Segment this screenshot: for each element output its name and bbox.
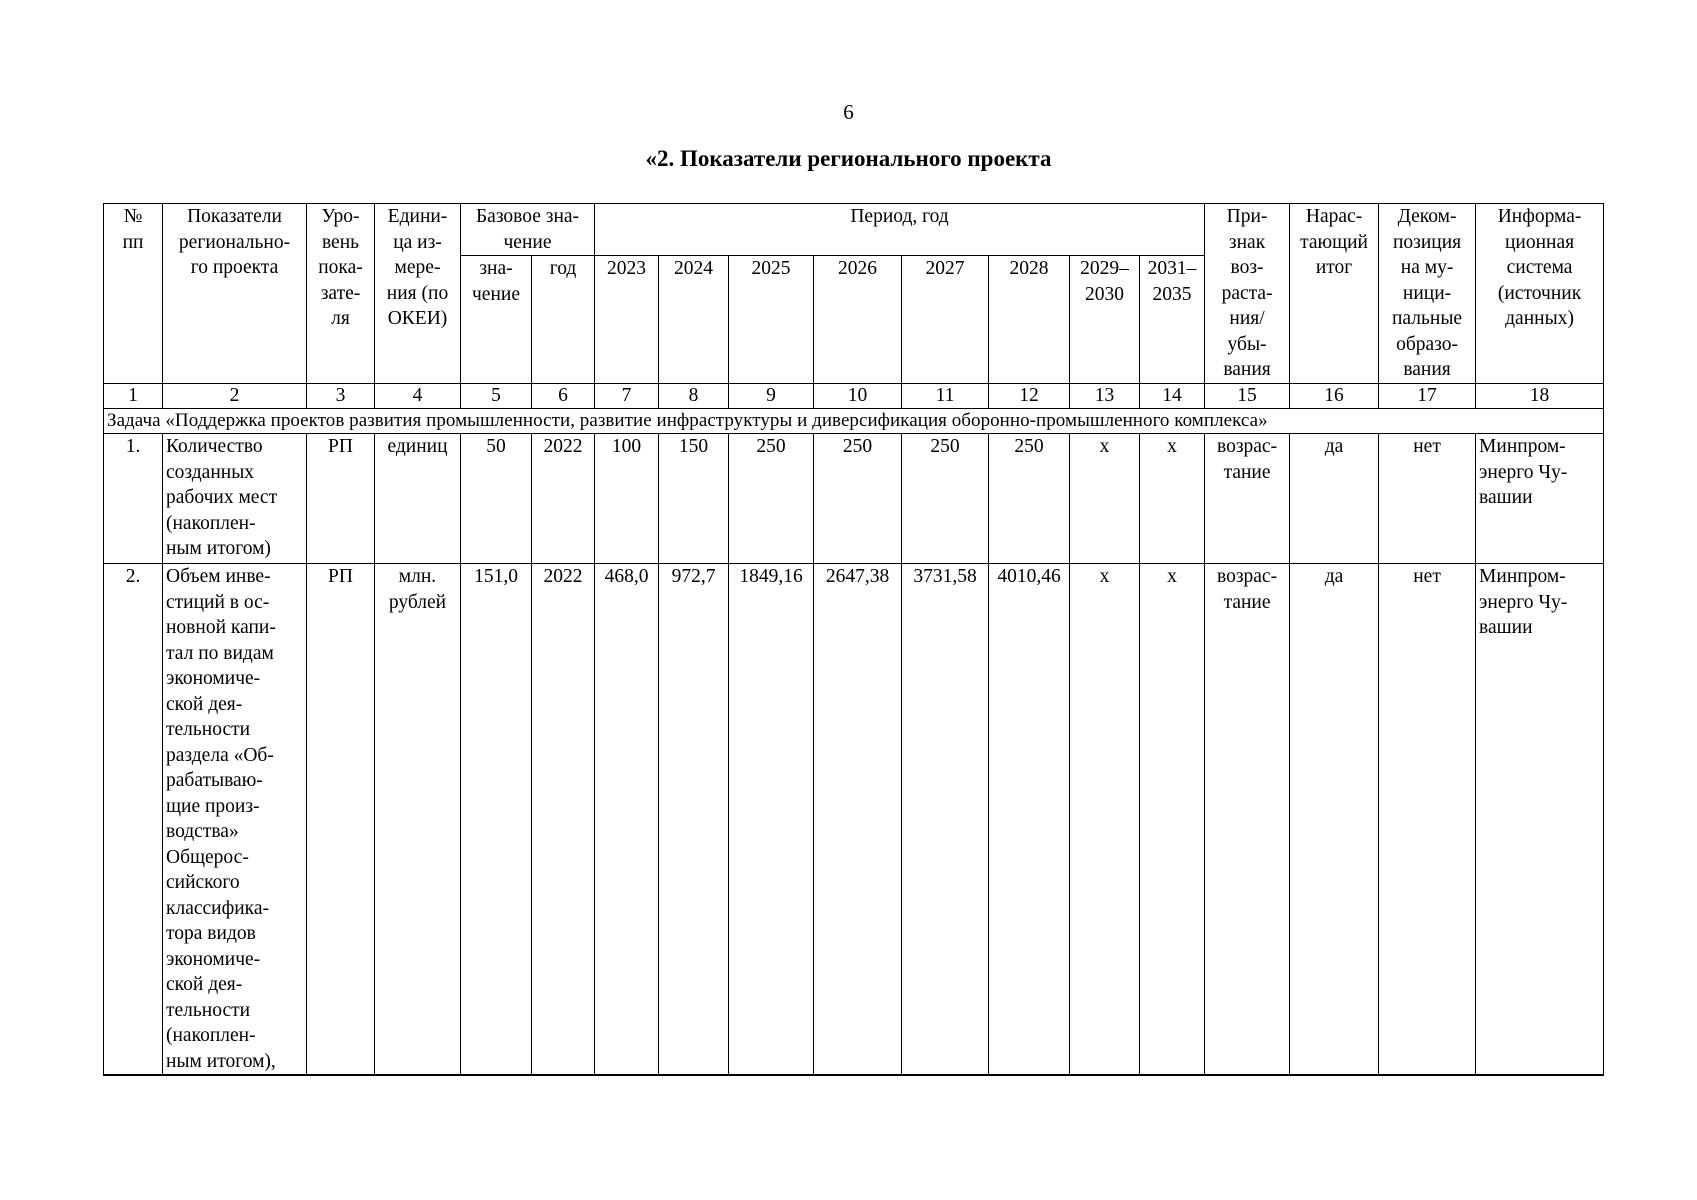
row-value: 972,7 bbox=[659, 564, 729, 1076]
header-row bbox=[104, 204, 1604, 256]
column-number: 8 bbox=[659, 384, 729, 409]
row-value: 4010,46 bbox=[989, 564, 1070, 1076]
row-value: х bbox=[1070, 564, 1140, 1076]
row-value: х bbox=[1140, 434, 1205, 564]
column-number: 1 bbox=[104, 384, 163, 409]
column-number: 18 bbox=[1476, 384, 1604, 409]
header-base-value: зна- чение bbox=[461, 256, 532, 384]
row-value: 100 bbox=[595, 434, 659, 564]
header-num: № пп bbox=[104, 204, 163, 384]
page-title: «2. Показатели регионального проекта bbox=[645, 146, 1052, 171]
column-number: 3 bbox=[307, 384, 375, 409]
row-unit: единиц bbox=[375, 434, 461, 564]
row-info-system: Минпром- энерго Чу- вашии bbox=[1476, 564, 1604, 1076]
row-cumulative: да bbox=[1290, 434, 1379, 564]
row-base-year: 2022 bbox=[532, 434, 595, 564]
row-cumulative: да bbox=[1290, 564, 1379, 1076]
column-number: 16 bbox=[1290, 384, 1379, 409]
row-base-year: 2022 bbox=[532, 564, 595, 1076]
row-value: 250 bbox=[989, 434, 1070, 564]
row-indicator: Объем инве- стиций в ос- новной капи- тал по видам экономиче- ской дея- тельности раздела «Об- рабатываю- щие произ- водства» Общерос- сийского классифика- тора видов экономиче- ской дея- тельности (накоплен- ным итогом), bbox=[163, 564, 307, 1076]
header-year: 2028 bbox=[989, 256, 1070, 384]
header-trend: При- знак воз- раста- ния/ убы- вания bbox=[1205, 204, 1290, 384]
row-base-value: 151,0 bbox=[461, 564, 532, 1076]
header-year: 2024 bbox=[659, 256, 729, 384]
header-indicator: Показатели регионально- го проекта bbox=[163, 204, 307, 384]
header-year: 2031– 2035 bbox=[1140, 256, 1205, 384]
row-level: РП bbox=[307, 564, 375, 1076]
column-number: 10 bbox=[814, 384, 902, 409]
column-number: 13 bbox=[1070, 384, 1140, 409]
row-decomposition: нет bbox=[1379, 434, 1476, 564]
header-info-system: Информа- ционная система (источник данных) bbox=[1476, 204, 1604, 384]
row-level: РП bbox=[307, 434, 375, 564]
page-number: 6 bbox=[843, 100, 854, 124]
header-year: 2029– 2030 bbox=[1070, 256, 1140, 384]
table-row bbox=[104, 564, 1604, 1076]
indicators-table bbox=[103, 203, 1604, 1076]
row-value: 1849,16 bbox=[729, 564, 814, 1076]
column-number: 5 bbox=[461, 384, 532, 409]
row-value: 250 bbox=[902, 434, 989, 564]
row-num: 1. bbox=[104, 434, 163, 564]
row-unit: млн. рублей bbox=[375, 564, 461, 1076]
header-year: 2023 bbox=[595, 256, 659, 384]
header-period: Период, год bbox=[595, 204, 1205, 256]
header-year: 2027 bbox=[902, 256, 989, 384]
row-num: 2. bbox=[104, 564, 163, 1076]
row-value: 3731,58 bbox=[902, 564, 989, 1076]
column-number: 11 bbox=[902, 384, 989, 409]
row-trend: возрас- тание bbox=[1205, 564, 1290, 1076]
header-level: Уро- вень пока- зате- ля bbox=[307, 204, 375, 384]
row-info-system: Минпром- энерго Чу- вашии bbox=[1476, 434, 1604, 564]
header-year: 2025 bbox=[729, 256, 814, 384]
row-trend: возрас- тание bbox=[1205, 434, 1290, 564]
column-number-row bbox=[104, 384, 1604, 409]
column-number: 15 bbox=[1205, 384, 1290, 409]
task-title: Задача «Поддержка проектов развития промышленности, развитие инфраструктуры и диверсификация оборонно-промышленного комплекса» bbox=[104, 409, 1604, 434]
column-number: 12 bbox=[989, 384, 1070, 409]
row-value: 150 bbox=[659, 434, 729, 564]
header-decomposition: Деком- позиция на му- ници- пальные образо- вания bbox=[1379, 204, 1476, 384]
row-value: 2647,38 bbox=[814, 564, 902, 1076]
row-indicator: Количество созданных рабочих мест (накоплен- ным итогом) bbox=[163, 434, 307, 564]
column-number: 7 bbox=[595, 384, 659, 409]
column-number: 17 bbox=[1379, 384, 1476, 409]
column-number: 2 bbox=[163, 384, 307, 409]
row-value: х bbox=[1140, 564, 1205, 1076]
row-value: х bbox=[1070, 434, 1140, 564]
row-value: 250 bbox=[729, 434, 814, 564]
row-value: 250 bbox=[814, 434, 902, 564]
row-decomposition: нет bbox=[1379, 564, 1476, 1076]
column-number: 14 bbox=[1140, 384, 1205, 409]
column-number: 6 bbox=[532, 384, 595, 409]
header-base-year: год bbox=[532, 256, 595, 384]
header-base: Базовое зна- чение bbox=[461, 204, 595, 256]
task-row bbox=[104, 409, 1604, 434]
column-number: 4 bbox=[375, 384, 461, 409]
header-cumulative: Нарас- тающий итог bbox=[1290, 204, 1379, 384]
table-row bbox=[104, 434, 1604, 564]
header-unit: Едини- ца из- мере- ния (по ОКЕИ) bbox=[375, 204, 461, 384]
row-value: 468,0 bbox=[595, 564, 659, 1076]
header-year: 2026 bbox=[814, 256, 902, 384]
column-number: 9 bbox=[729, 384, 814, 409]
row-base-value: 50 bbox=[461, 434, 532, 564]
